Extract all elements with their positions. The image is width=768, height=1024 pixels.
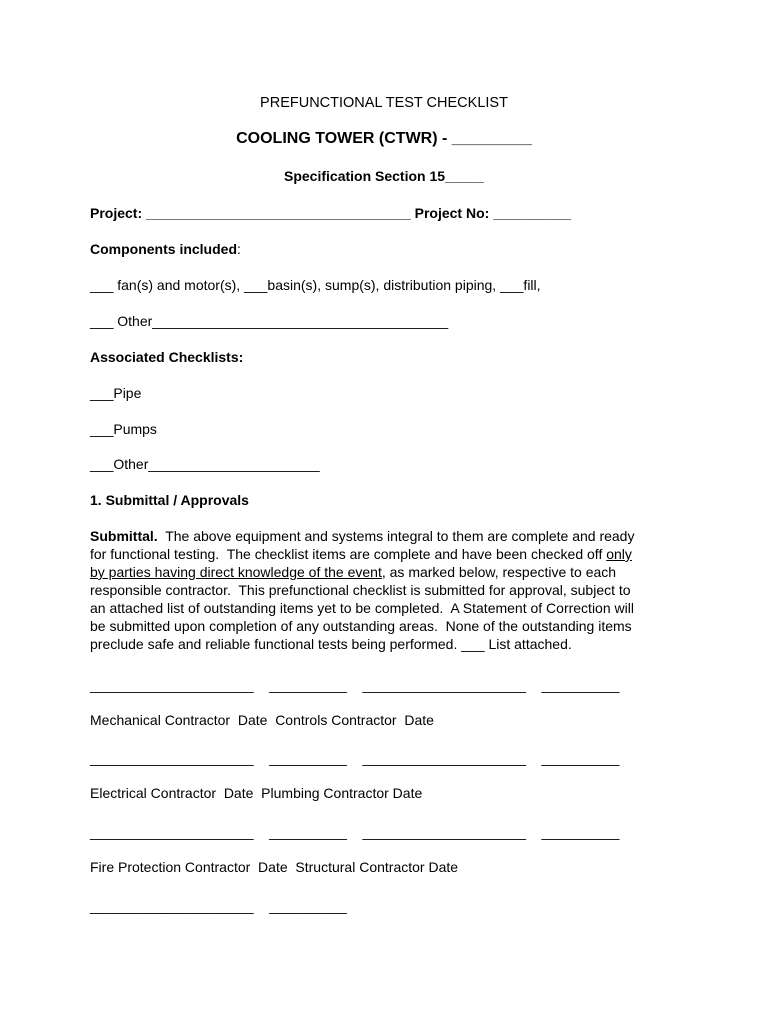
submittal-paragraph: [90, 527, 690, 653]
components-line-1: ___ fan(s) and motor(s), ___basin(s), sump(s), distribution piping, ___fill,: [90, 277, 541, 293]
signature-blank-line-4: _____________________ __________: [90, 898, 347, 914]
section-submittal-heading: 1. Submittal / Approvals: [90, 492, 249, 508]
signature-blank-line-1: _____________________ __________ _____________________ __________: [90, 677, 620, 693]
submittal-line-5: an attached list of outstanding items yet to be completed. A Statement of Correction will: [90, 600, 634, 616]
associated-checklists-heading: Associated Checklists:: [90, 349, 244, 365]
signature-labels-row-2: Electrical Contractor Date Plumbing Contractor Date: [90, 785, 423, 801]
submittal-line-7: preclude safe and reliable functional tests being performed. ___ List attached.: [90, 636, 572, 652]
submittal-line-4: responsible contractor. This prefunctional checklist is submitted for approval, subject to: [90, 582, 631, 598]
document-subtitle: COOLING TOWER (CTWR) - _________: [236, 130, 532, 147]
specification-section: Specification Section 15_____: [284, 168, 484, 184]
associated-item-pipe: ___Pipe: [90, 385, 142, 401]
submittal-line-3: by parties having direct knowledge of the event, as marked below, respective to each: [90, 564, 617, 580]
associated-item-other: ___Other______________________: [90, 456, 320, 472]
signature-labels-row-3: Fire Protection Contractor Date Structural Contractor Date: [90, 859, 459, 875]
associated-item-pumps: ___Pumps: [90, 421, 157, 437]
submittal-line-2: for functional testing. The checklist items are complete and have been checked off only: [90, 546, 632, 562]
project-line: Project: __________________________________ Project No: __________: [90, 205, 572, 221]
underlined-only: only: [606, 546, 632, 562]
components-colon: :: [237, 241, 241, 257]
signature-labels-row-1: Mechanical Contractor Date Controls Contractor Date: [90, 712, 434, 728]
submittal-line-6: be submitted upon completion of any outstanding areas. None of the outstanding items: [90, 618, 632, 634]
components-line-2: ___ Other______________________________________: [90, 313, 449, 329]
underlined-phrase: by parties having direct knowledge of the event: [90, 564, 382, 580]
components-heading-wrap: [90, 241, 241, 257]
signature-blank-line-3: _____________________ __________ _____________________ __________: [90, 824, 620, 840]
signature-blank-line-2: _____________________ __________ _____________________ __________: [90, 750, 620, 766]
components-heading: Components included: [90, 241, 237, 257]
submittal-lead: Submittal.: [90, 528, 158, 544]
submittal-line-1: Submittal. The above equipment and systems integral to them are complete and ready: [90, 528, 635, 544]
document-title: PREFUNCTIONAL TEST CHECKLIST: [260, 95, 508, 111]
